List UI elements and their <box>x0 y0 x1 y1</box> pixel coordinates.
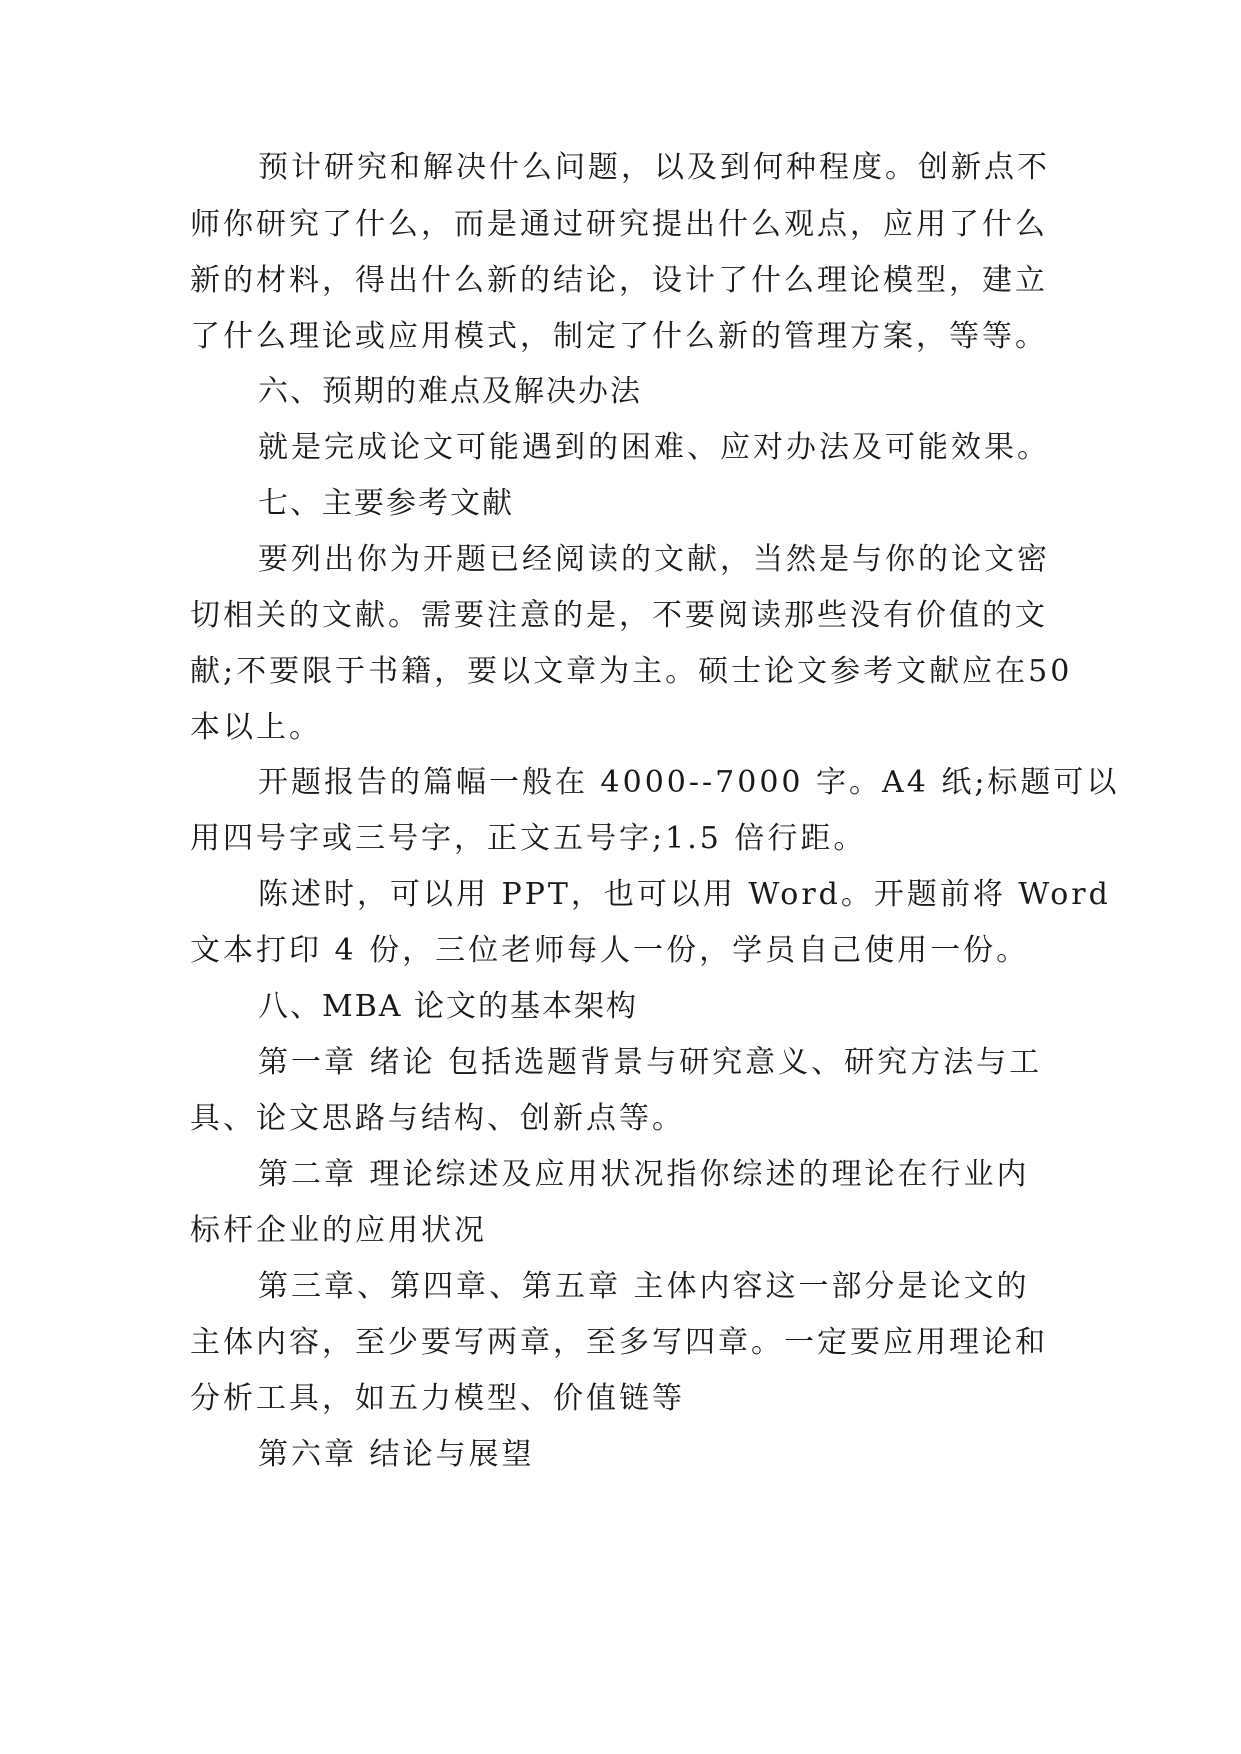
paragraph-line: 用四号字或三号字，正文五号字;1.5 倍行距。 <box>190 821 867 856</box>
chapter-line: 第六章 结论与展望 <box>258 1437 535 1472</box>
paragraph-line: 预计研究和解决什么问题，以及到何种程度。创新点不 <box>258 150 1050 185</box>
paragraph-line: 本以上。 <box>190 710 322 745</box>
chapter-line: 第二章 理论综述及应用状况指你综述的理论在行业内 <box>258 1157 1030 1192</box>
section-heading: 七、主要参考文献 <box>258 486 514 521</box>
section-heading: 八、MBA 论文的基本架构 <box>258 989 638 1024</box>
paragraph-line: 就是完成论文可能遇到的困难、应对办法及可能效果。 <box>258 430 1050 465</box>
paragraph-line: 要列出你为开题已经阅读的文献，当然是与你的论文密 <box>258 542 1050 577</box>
chapter-line: 第三章、第四章、第五章 主体内容这一部分是论文的 <box>258 1269 1030 1304</box>
paragraph-line: 具、论文思路与结构、创新点等。 <box>190 1101 685 1136</box>
paragraph-line: 开题报告的篇幅一般在 4000--7000 字。A4 纸;标题可以 <box>258 765 1120 800</box>
chapter-line: 第一章 绪论 包括选题背景与研究意义、研究方法与工 <box>258 1045 1043 1080</box>
paragraph-line: 主体内容，至少要写两章，至多写四章。一定要应用理论和 <box>190 1325 1048 1360</box>
paragraph-line: 师你研究了什么，而是通过研究提出什么观点，应用了什么 <box>190 207 1048 242</box>
paragraph-line: 标杆企业的应用状况 <box>190 1213 487 1248</box>
paragraph-line: 分析工具，如五力模型、价值链等 <box>190 1381 685 1416</box>
paragraph-line: 切相关的文献。需要注意的是，不要阅读那些没有价值的文 <box>190 598 1048 633</box>
paragraph-line: 献;不要限于书籍，要以文章为主。硕士论文参考文献应在50 <box>190 654 1073 689</box>
paragraph-line: 陈述时，可以用 PPT，也可以用 Word。开题前将 Word <box>258 877 1111 912</box>
section-heading: 六、预期的难点及解决办法 <box>258 374 642 409</box>
paragraph-line: 新的材料，得出什么新的结论，设计了什么理论模型，建立 <box>190 263 1048 298</box>
paragraph-line: 了什么理论或应用模式，制定了什么新的管理方案，等等。 <box>190 319 1048 354</box>
paragraph-line: 文本打印 4 份，三位老师每人一份，学员自己使用一份。 <box>190 933 1030 968</box>
